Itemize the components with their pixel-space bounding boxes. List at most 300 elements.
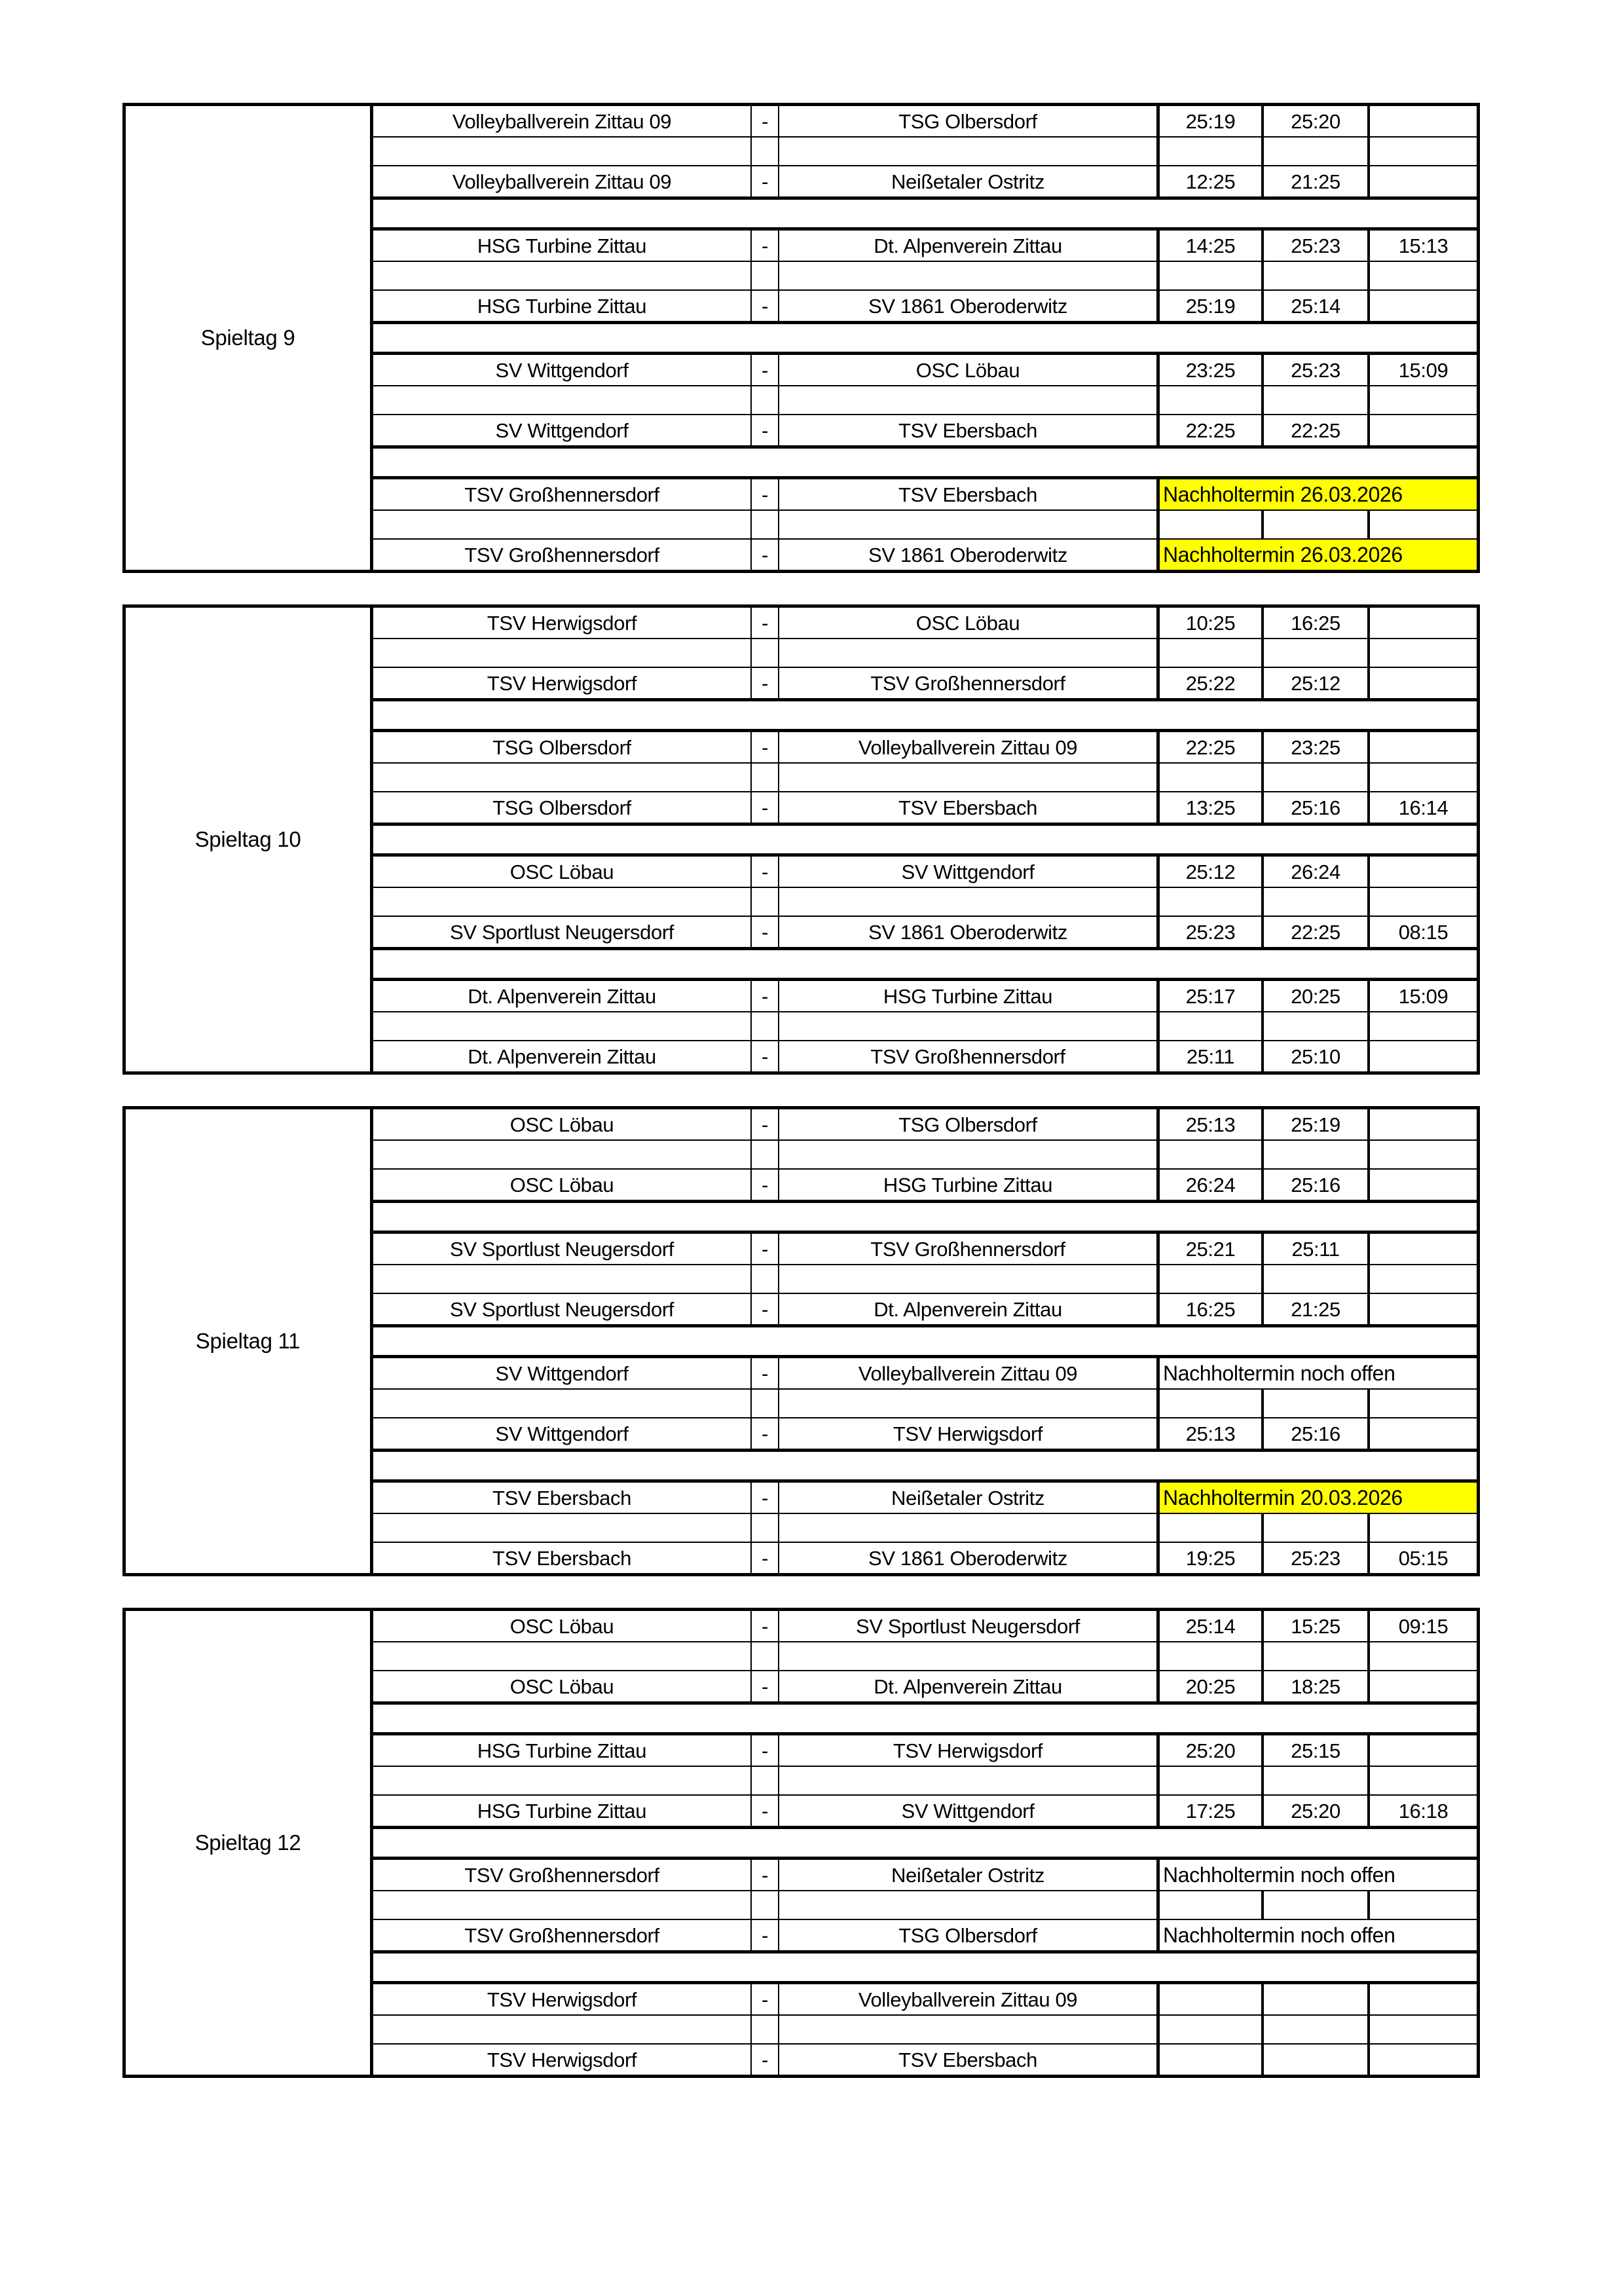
match-row [373,1483,1477,1513]
match-row [373,106,1477,136]
spacer-cell [752,639,779,667]
score-cell: 25:19 [1264,1109,1370,1139]
score-cell: 16:14 [1398,796,1449,819]
score-cell [1160,2016,1264,2043]
away-team-cell: SV Wittgendorf [779,1796,1160,1826]
group-gap [373,1953,1477,1981]
nachholtermin-cell: Nachholtermin noch offen [1163,1863,1395,1887]
away-team-cell: OSC Löbau [779,608,1160,638]
away-team-cell: TSG Olbersdorf [779,106,1160,136]
away-team-cell: TSG Olbersdorf [779,1920,1160,1950]
spacer-cell [779,1390,1160,1417]
score-cell [1264,1514,1370,1542]
home-team-cell: TSV Großhennersdorf [373,1920,752,1950]
away-team-cell: Volleyballverein Zittau 09 [779,1358,1160,1388]
spieltag-label: Spieltag 11 [126,1109,373,1573]
score-cell: 23:25 [1160,355,1264,385]
score-cell [1160,1390,1264,1417]
spacer-cell [752,1891,779,1919]
score-cell [1370,888,1477,916]
match-row [373,732,1477,762]
match-row [373,1735,1477,1766]
match-row [373,1611,1477,1641]
score-cell: 08:15 [1398,920,1449,944]
score-cell [1370,106,1477,136]
separator-cell: - [752,1170,779,1200]
score-cell: 16:18 [1398,1799,1449,1823]
away-team-cell: TSV Ebersbach [779,2045,1160,2075]
score-cell: 15:09 [1398,984,1449,1008]
score-cell [1160,2045,1264,2075]
spacer-cell [373,511,752,538]
spacer-cell [752,888,779,916]
spacer-cell [752,1514,779,1542]
home-team-cell: TSV Herwigsdorf [373,668,752,698]
score-cell: 25:23 [1264,355,1370,385]
spieltag-label: Spieltag 10 [126,608,373,1071]
spacer-cell [373,639,752,667]
spacer-row [373,2014,1477,2045]
score-cell [1370,1170,1477,1200]
score-cell: 25:23 [1160,917,1264,947]
spacer-cell [373,2016,752,2043]
home-team-cell: HSG Turbine Zittau [373,231,752,261]
group-gap [373,826,1477,853]
score-cell [1370,1012,1477,1040]
home-team-cell: TSV Herwigsdorf [373,2045,752,2075]
spacer-row [373,1890,1477,1920]
match-group [373,106,1477,200]
score-cell [1370,291,1477,321]
score-cell: 25:11 [1264,1234,1370,1264]
score-cell [1264,2045,1370,2075]
separator-cell: - [752,857,779,887]
spacer-cell [779,2016,1160,2043]
group-gap [373,200,1477,227]
match-group [373,729,1477,826]
score-cell [1160,888,1264,916]
home-team-cell: TSV Großhennersdorf [373,1860,752,1890]
score-cell: 18:25 [1264,1671,1370,1701]
away-team-cell: Volleyballverein Zittau 09 [779,1984,1160,2014]
score-cell [1370,1294,1477,1324]
separator-cell: - [752,166,779,196]
separator-cell: - [752,479,779,509]
separator-cell: - [752,1483,779,1513]
home-team-cell: TSV Ebersbach [373,1483,752,1513]
match-row [373,479,1477,509]
score-cell [1264,1642,1370,1670]
separator-cell: - [752,668,779,698]
spacer-cell [779,1141,1160,1168]
score-cell [1160,1514,1264,1542]
score-cell [1264,2016,1370,2043]
separator-cell: - [752,1543,779,1573]
home-team-cell: HSG Turbine Zittau [373,1735,752,1766]
score-cell [1160,1642,1264,1670]
spacer-cell [752,1390,779,1417]
score-cell: 25:20 [1264,106,1370,136]
away-team-cell: Dt. Alpenverein Zittau [779,1671,1160,1701]
spacer-cell [779,639,1160,667]
away-team-cell: TSV Ebersbach [779,479,1160,509]
nachholtermin-cell: Nachholtermin 20.03.2026 [1160,1483,1477,1513]
separator-cell: - [752,1234,779,1264]
home-team-cell: TSV Herwigsdorf [373,1984,752,2014]
group-gap [373,449,1477,476]
score-cell [1370,1642,1477,1670]
score-cell: 20:25 [1264,981,1370,1011]
match-row [373,1234,1477,1264]
separator-cell: - [752,106,779,136]
match-group [373,476,1477,570]
score-cell [1264,1141,1370,1168]
score-cell [1370,732,1477,762]
away-team-cell: SV 1861 Oberoderwitz [779,291,1160,321]
separator-cell: - [752,540,779,570]
score-cell: 15:13 [1398,234,1449,257]
away-team-cell: Dt. Alpenverein Zittau [779,231,1160,261]
score-cell: 15:25 [1264,1611,1370,1641]
match-group [373,1479,1477,1573]
match-row [373,1294,1477,1324]
matches-area [373,1611,1477,2075]
home-team-cell: SV Wittgendorf [373,1358,752,1388]
score-cell [1370,639,1477,667]
match-row [373,1860,1477,1890]
score-cell: 26:24 [1160,1170,1264,1200]
score-cell [1264,888,1370,916]
spacer-cell [373,262,752,289]
nachholtermin-cell: Nachholtermin 26.03.2026 [1160,540,1477,570]
score-cell: 25:21 [1160,1234,1264,1264]
away-team-cell: TSV Ebersbach [779,792,1160,823]
score-cell [1160,386,1264,414]
score-cell [1160,1891,1264,1919]
match-row [373,415,1477,445]
match-row [373,668,1477,698]
group-gap [373,1705,1477,1732]
nachholtermin-cell: Nachholtermin 26.03.2026 [1160,479,1477,509]
match-row [373,1796,1477,1826]
spacer-cell [779,1891,1160,1919]
match-row [373,1041,1477,1071]
score-cell: 15:09 [1398,358,1449,382]
score-cell: 25:20 [1160,1735,1264,1766]
spacer-row [373,261,1477,291]
match-group [373,1611,1477,1705]
score-cell [1160,262,1264,289]
spacer-cell [752,2016,779,2043]
score-cell: 25:13 [1160,1418,1264,1449]
score-cell: 25:10 [1264,1041,1370,1071]
score-cell [1370,262,1477,289]
spacer-row [373,1388,1477,1418]
score-cell [1160,1767,1264,1794]
away-team-cell: TSV Ebersbach [779,415,1160,445]
score-cell [1370,1984,1477,2014]
score-cell: 19:25 [1160,1543,1264,1573]
match-row [373,1170,1477,1200]
match-group [373,608,1477,701]
match-row [373,2045,1477,2075]
away-team-cell: TSG Olbersdorf [779,1109,1160,1139]
spacer-cell [752,138,779,165]
spacer-row [373,1264,1477,1294]
spacer-row [373,638,1477,668]
score-cell: 20:25 [1160,1671,1264,1701]
separator-cell: - [752,355,779,385]
home-team-cell: Dt. Alpenverein Zittau [373,1041,752,1071]
spacer-row [373,762,1477,792]
spacer-row [373,887,1477,917]
matches-area [373,1109,1477,1573]
home-team-cell: Volleyballverein Zittau 09 [373,166,752,196]
score-cell [1370,415,1477,445]
score-cell [1160,1141,1264,1168]
score-cell [1370,1234,1477,1264]
separator-cell: - [752,1611,779,1641]
score-cell: 16:25 [1264,608,1370,638]
score-cell: 25:11 [1160,1041,1264,1071]
group-gap [373,1452,1477,1479]
match-group [373,1355,1477,1452]
score-cell: 25:22 [1160,668,1264,698]
score-cell [1370,764,1477,791]
score-cell: 09:15 [1398,1614,1449,1638]
away-team-cell: Volleyballverein Zittau 09 [779,732,1160,762]
spacer-cell [779,262,1160,289]
group-gap [373,1327,1477,1355]
score-cell: 25:23 [1264,231,1370,261]
score-cell [1264,1265,1370,1293]
score-cell [1370,1141,1477,1168]
score-cell [1160,511,1264,538]
separator-cell: - [752,917,779,947]
away-team-cell: OSC Löbau [779,355,1160,385]
group-gap [373,1203,1477,1231]
separator-cell: - [752,2045,779,2075]
home-team-cell: OSC Löbau [373,1611,752,1641]
home-team-cell: OSC Löbau [373,1671,752,1701]
schedule-tables [122,103,1480,2109]
score-cell [1370,1265,1477,1293]
away-team-cell: Neißetaler Ostritz [779,1860,1160,1890]
spacer-row [373,1641,1477,1671]
spacer-cell [752,386,779,414]
spacer-cell [779,764,1160,791]
away-team-cell: SV 1861 Oberoderwitz [779,1543,1160,1573]
match-group [373,227,1477,324]
score-cell [1264,386,1370,414]
matches-area [373,608,1477,1071]
score-cell [1160,1012,1264,1040]
score-cell [1370,511,1477,538]
home-team-cell: SV Sportlust Neugersdorf [373,1294,752,1324]
score-cell: 25:14 [1160,1611,1264,1641]
spacer-cell [752,262,779,289]
separator-cell: - [752,1358,779,1388]
separator-cell: - [752,732,779,762]
score-cell: 25:15 [1264,1735,1370,1766]
score-cell [1370,1891,1477,1919]
spieltag-table [122,604,1480,1075]
group-gap [373,324,1477,352]
score-cell [1160,639,1264,667]
score-cell: 23:25 [1264,732,1370,762]
score-cell [1370,1735,1477,1766]
score-cell [1370,1109,1477,1139]
score-cell [1160,1984,1264,2014]
spacer-cell [373,1891,752,1919]
score-cell: 05:15 [1398,1546,1449,1570]
home-team-cell: Dt. Alpenverein Zittau [373,981,752,1011]
spacer-cell [752,764,779,791]
match-group [373,978,1477,1071]
spacer-cell [779,511,1160,538]
separator-cell: - [752,415,779,445]
home-team-cell: HSG Turbine Zittau [373,291,752,321]
home-team-cell: TSG Olbersdorf [373,732,752,762]
matches-area [373,106,1477,570]
score-cell [1370,668,1477,698]
home-team-cell: TSV Großhennersdorf [373,479,752,509]
spacer-row [373,136,1477,166]
match-row [373,1418,1477,1449]
home-team-cell: OSC Löbau [373,1109,752,1139]
score-cell [1264,1012,1370,1040]
score-cell [1370,1390,1477,1417]
spacer-cell [752,1642,779,1670]
score-cell [1264,1767,1370,1794]
score-cell: 10:25 [1160,608,1264,638]
score-cell: 17:25 [1160,1796,1264,1826]
spacer-cell [752,511,779,538]
spacer-cell [373,1141,752,1168]
spacer-cell [373,888,752,916]
separator-cell: - [752,981,779,1011]
score-cell [1370,1514,1477,1542]
score-cell [1370,1767,1477,1794]
score-cell: 22:25 [1264,917,1370,947]
home-team-cell: Volleyballverein Zittau 09 [373,106,752,136]
score-cell: 25:16 [1264,792,1370,823]
match-row [373,1543,1477,1573]
spacer-cell [779,138,1160,165]
score-cell [1370,857,1477,887]
away-team-cell: SV 1861 Oberoderwitz [779,917,1160,947]
match-group [373,1732,1477,1829]
score-cell: 25:19 [1160,106,1264,136]
spacer-cell [373,1514,752,1542]
match-group [373,853,1477,950]
score-cell: 12:25 [1160,166,1264,196]
group-gap [373,701,1477,729]
group-gap [373,1829,1477,1857]
score-cell [1370,138,1477,165]
score-cell [1370,2045,1477,2075]
match-row [373,608,1477,638]
away-team-cell: HSG Turbine Zittau [779,981,1160,1011]
away-team-cell: TSV Großhennersdorf [779,668,1160,698]
away-team-cell: TSV Großhennersdorf [779,1041,1160,1071]
match-row [373,1920,1477,1950]
spacer-cell [373,138,752,165]
score-cell [1264,1891,1370,1919]
score-cell: 25:17 [1160,981,1264,1011]
score-cell [1370,1418,1477,1449]
separator-cell: - [752,231,779,261]
match-row [373,1671,1477,1701]
spacer-cell [373,386,752,414]
separator-cell: - [752,1984,779,2014]
spacer-cell [779,1767,1160,1794]
score-cell [1370,166,1477,196]
match-row [373,540,1477,570]
score-cell: 16:25 [1160,1294,1264,1324]
spacer-cell [373,1390,752,1417]
spieltag-table [122,1608,1480,2078]
spacer-cell [752,1141,779,1168]
score-cell: 22:25 [1160,415,1264,445]
separator-cell: - [752,608,779,638]
match-row [373,792,1477,823]
spacer-cell [373,1642,752,1670]
spacer-cell [373,1767,752,1794]
spacer-cell [752,1767,779,1794]
home-team-cell: OSC Löbau [373,1170,752,1200]
match-row [373,166,1477,196]
away-team-cell: Neißetaler Ostritz [779,166,1160,196]
separator-cell: - [752,1418,779,1449]
nachholtermin-cell: Nachholtermin noch offen [1163,1361,1395,1385]
separator-cell: - [752,291,779,321]
spacer-row [373,385,1477,415]
match-group [373,1109,1477,1203]
spacer-cell [779,888,1160,916]
group-gap [373,950,1477,978]
score-cell [1264,511,1370,538]
score-cell: 25:12 [1264,668,1370,698]
score-cell: 26:24 [1264,857,1370,887]
score-cell: 25:14 [1264,291,1370,321]
spieltag-table [122,103,1480,573]
score-cell: 22:25 [1264,415,1370,445]
spacer-cell [373,1265,752,1293]
score-cell [1370,386,1477,414]
score-cell [1370,2016,1477,2043]
match-row [373,857,1477,887]
match-row [373,917,1477,947]
away-team-cell: TSV Herwigsdorf [779,1418,1160,1449]
spieltag-label: Spieltag 9 [126,106,373,570]
home-team-cell: SV Sportlust Neugersdorf [373,917,752,947]
spacer-row [373,1011,1477,1041]
score-cell [1264,764,1370,791]
match-row [373,231,1477,261]
away-team-cell: Dt. Alpenverein Zittau [779,1294,1160,1324]
away-team-cell: TSV Großhennersdorf [779,1234,1160,1264]
score-cell: 22:25 [1160,732,1264,762]
away-team-cell: HSG Turbine Zittau [779,1170,1160,1200]
score-cell: 25:19 [1160,291,1264,321]
spacer-cell [373,1012,752,1040]
home-team-cell: SV Wittgendorf [373,355,752,385]
match-group [373,1981,1477,2075]
score-cell: 25:16 [1264,1170,1370,1200]
spacer-cell [752,1012,779,1040]
spacer-row [373,1513,1477,1543]
